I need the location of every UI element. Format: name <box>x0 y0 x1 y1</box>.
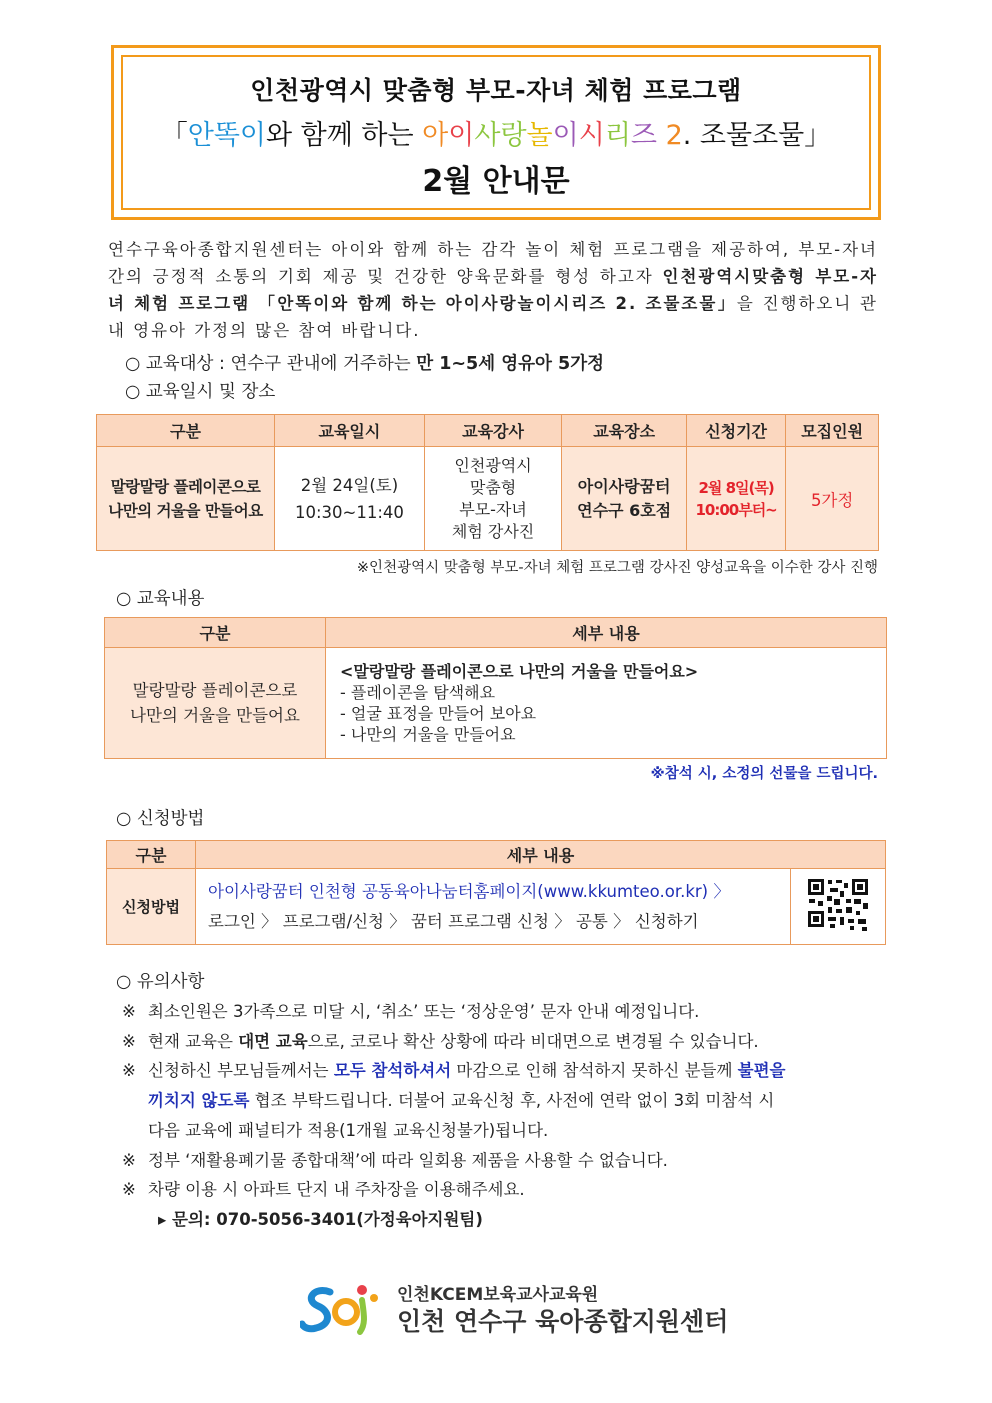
instructor-note: ※인천광역시 맞춤형 부모-자녀 체험 프로그램 강사진 양성교육을 이수한 강사 진행 <box>356 560 878 576</box>
schedule-row <box>97 447 879 551</box>
period-line: 10:00부터~ <box>695 500 777 519</box>
col-header: 신청기간 <box>686 415 785 447</box>
notice-item <box>122 1056 872 1146</box>
col-header: 구분 <box>97 415 275 447</box>
detail-title: <말랑말랑 플레이콘으로 나만의 거울을 만들어요> <box>340 662 699 681</box>
col-header: 교육장소 <box>562 415 687 447</box>
col-header: 세부 내용 <box>326 618 887 648</box>
notice-item <box>122 997 699 1027</box>
content-heading: ○ 교육내용 <box>116 589 205 609</box>
col-header: 모집인원 <box>786 415 879 447</box>
notice-emphasis: 불편을 <box>737 1061 786 1080</box>
notice-symbol: ※ <box>122 1151 136 1170</box>
detail-item: - 나만의 거울을 만들어요 <box>340 725 516 744</box>
target-value: 만 1~5세 영유아 5가정 <box>416 354 605 374</box>
schedule-place-cell <box>562 447 687 551</box>
title-bracket-open: 「 <box>160 120 188 151</box>
detail-item: - 플레이콘을 탐색해요 <box>340 683 496 702</box>
qr-code-icon[interactable] <box>806 877 870 933</box>
logo-subtitle: 인천KCEM보육교사교육원 <box>397 1285 599 1305</box>
program-title-line: 말랑말랑 플레이콘으로 <box>110 477 261 496</box>
schedule-capacity-cell: 5가정 <box>786 447 879 551</box>
schedule-header-row <box>97 415 879 447</box>
intro-paragraph <box>108 236 878 344</box>
title-char: 이 <box>552 120 579 151</box>
schedule-program-cell <box>97 447 275 551</box>
title-line-2 <box>123 113 869 152</box>
date-line: 2월 24일(토) <box>300 475 399 495</box>
title-text: 와 함께 하는 <box>265 120 423 151</box>
contact-info: ▸ 문의: 070-5056-3401(가정육아지원팀) <box>158 1210 483 1229</box>
schedule-table <box>96 414 879 551</box>
notice-text: 최소인원은 3가족으로 미달 시, ‘취소’ 또는 ‘정상운영’ 문자 안내 예정입니다. <box>148 1002 700 1021</box>
notice-symbol: ※ <box>122 1002 136 1021</box>
apply-website-link[interactable]: 아이사랑꿈터 인천형 공동육아나눔터홈페이지(www.kkumteo.or.kr) 〉 <box>208 881 730 901</box>
title-char: 아 <box>422 120 449 151</box>
title-line-3: 2월 안내문 <box>422 164 570 199</box>
apply-detail-cell <box>196 869 791 945</box>
notice-item <box>122 1027 759 1057</box>
time-line: 10:30~11:40 <box>294 502 404 522</box>
instructor-line: 인천광역시 <box>454 455 532 475</box>
qr-cell <box>791 869 886 945</box>
target-line <box>125 350 604 375</box>
notice-text: 차량 이용 시 아파트 단지 내 주차장을 이용해주세요. <box>148 1180 525 1199</box>
title-character-name: 안똑이 <box>187 120 266 151</box>
title-subtitle: . 조물조물」 <box>682 120 832 151</box>
program-title-line: 나만의 거울을 만들어요 <box>130 706 300 725</box>
instructor-line: 부모-자녀 <box>459 499 527 519</box>
notice-text: 으로, 코로나 확산 상황에 따라 비대면으로 변경될 수 있습니다. <box>307 1032 759 1051</box>
title-box <box>111 45 881 220</box>
period-line: 2월 8일(목) <box>698 478 774 497</box>
target-label: ○ 교육대상 : 연수구 관내에 거주하는 <box>125 354 417 374</box>
program-title-line: 나만의 거울을 만들어요 <box>108 501 263 520</box>
schedule-instructor-cell <box>424 447 561 551</box>
instructor-line: 맞춤형 <box>469 477 517 497</box>
title-char: 이 <box>448 120 475 151</box>
title-char: 놀 <box>526 120 553 151</box>
logo-title: 인천 연수구 육아종합지원센터 <box>397 1307 729 1336</box>
title-char: 즈 <box>630 120 657 151</box>
instructor-line: 체험 강사진 <box>451 521 535 541</box>
intro-text: 연수구육아종합지원센터는 아이와 함께 하는 감각 놀이 체험 프로그램을 제공하여, 부모-자녀 간의 긍정적 소통의 기회 제공 및 건강한 양육문화를 형성 하고자 <box>108 240 878 286</box>
content-program-cell <box>105 648 326 759</box>
detail-item: - 얼굴 표정을 만들어 보아요 <box>340 704 537 723</box>
notice-symbol: ※ <box>122 1061 136 1080</box>
apply-heading: ○ 신청방법 <box>116 809 205 829</box>
col-header: 교육강사 <box>424 415 561 447</box>
gift-note: ※참석 시, 소정의 선물을 드립니다. <box>650 766 878 782</box>
content-row <box>105 648 887 759</box>
schedule-period-cell <box>686 447 785 551</box>
apply-steps: 로그인 〉 프로그램/신청 〉 꿈터 프로그램 신청 〉 공통 〉 신청하기 <box>208 911 699 931</box>
notice-heading: ○ 유의사항 <box>116 972 205 992</box>
content-table <box>104 617 887 759</box>
notice-emphasis: 끼치지 않도록 <box>148 1091 250 1110</box>
title-char: 시 <box>578 120 605 151</box>
title-char: 사 <box>474 120 501 151</box>
intro-program-name: 인천광역시맞춤형 부모-자녀 체험 프로그램 「안똑이와 함께 하는 아이사랑놀이시리즈 2. 조물조물」 <box>108 267 879 313</box>
content-detail-cell <box>326 648 887 759</box>
logo-mark-icon <box>300 1278 390 1338</box>
notice-symbol: ※ <box>122 1032 136 1051</box>
apply-table <box>106 840 886 945</box>
notice-item <box>122 1175 525 1205</box>
notice-text: 신청하신 부모님들께서는 <box>148 1061 334 1080</box>
notice-text: 정부 ‘재활용폐기물 종합대책’에 따라 일회용 제품을 사용할 수 없습니다. <box>148 1151 668 1170</box>
schedule-date-cell <box>275 447 425 551</box>
organization-logo <box>300 1278 729 1338</box>
title-line-1: 인천광역시 맞춤형 부모-자녀 체험 프로그램 <box>250 76 742 105</box>
content-header-row <box>105 618 887 648</box>
intro-tail: 을 진행하오니 관내 영유아 가정의 많은 참여 바랍니다. <box>108 294 878 340</box>
notice-emphasis: 대면 교육 <box>238 1032 308 1051</box>
title-inner-frame <box>121 55 871 210</box>
apply-header-row <box>107 841 886 869</box>
col-header: 세부 내용 <box>196 841 886 869</box>
program-title-line: 말랑말랑 플레이콘으로 <box>132 681 298 700</box>
notice-text: 협조 부탁드립니다. 더불어 교육신청 후, 사전에 연락 없이 3회 미참석 시 <box>249 1091 775 1110</box>
place-line: 아이사랑꿈터 <box>577 476 671 496</box>
apply-label-cell: 신청방법 <box>107 869 196 945</box>
col-header: 구분 <box>105 618 326 648</box>
notice-text: 다음 교육에 패널티가 적용(1개월 교육신청불가)됩니다. <box>148 1121 549 1140</box>
notice-item <box>122 1146 668 1176</box>
notice-text: 현재 교육은 <box>148 1032 239 1051</box>
schedule-heading: ○ 교육일시 및 장소 <box>125 382 276 402</box>
title-char: 리 <box>604 120 631 151</box>
place-line: 연수구 6호점 <box>577 500 672 520</box>
notice-emphasis: 모두 참석하셔서 <box>333 1061 452 1080</box>
col-header: 구분 <box>107 841 196 869</box>
title-series-number: 2 <box>657 120 683 151</box>
title-char: 랑 <box>500 120 527 151</box>
col-header: 교육일시 <box>275 415 425 447</box>
apply-row <box>107 869 886 945</box>
notice-text: 마감으로 인해 참석하지 못하신 분들께 <box>451 1061 738 1080</box>
notice-symbol: ※ <box>122 1180 136 1199</box>
